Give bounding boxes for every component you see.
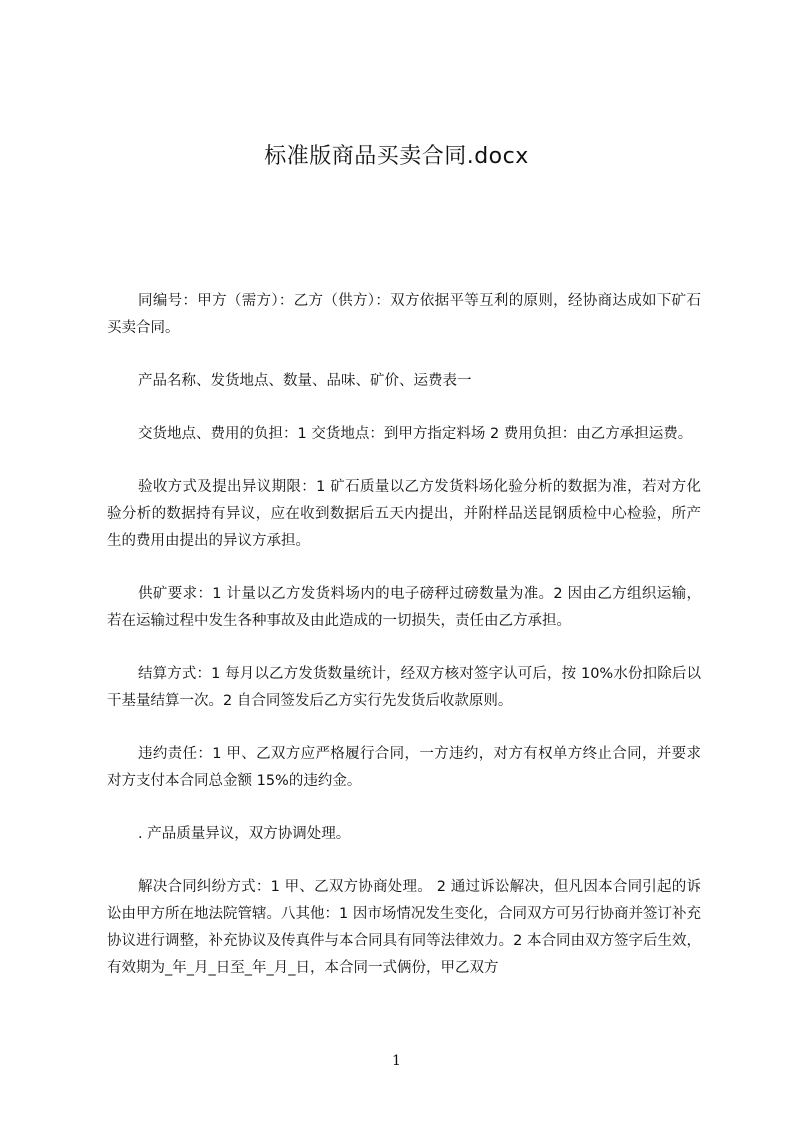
paragraph-acceptance: 验收方式及提出异议期限：1 矿石质量以乙方发货料场化验分析的数据为准，若对方化验分析的数据持有异议，应在收到数据后五天内提出，并附样品送昆钢质检中心检验，所产生的费用由提出的异议方承担。: [107, 479, 701, 549]
page-number: 1: [392, 1053, 401, 1069]
paragraph-delivery: 交货地点、费用的负担：1 交货地点：到甲方指定料场 2 费用负担：由乙方承担运费。: [138, 426, 693, 442]
paragraph-settlement: 结算方式：1 每月以乙方发货数量统计，经双方核对签字认可后，按 10%水份扣除后以干基量结算一次。2 自合同签发后乙方实行先发货后收款原则。: [107, 666, 701, 709]
paragraph-quality-dispute: . 产品质量异议，双方协调处理。: [138, 826, 351, 842]
paragraph-product-table: 产品名称、发货地点、数量、品味、矿价、运费表一: [138, 373, 472, 389]
document-title: 标准版商品买卖合同.docx: [264, 144, 529, 169]
document-body: [107, 288, 701, 1008]
paragraph-dispute-resolution: 解决合同纠纷方式：1 甲、乙双方协商处理。 2 通过诉讼解决，但凡因本合同引起的诉讼由甲方所在地法院管辖。八其他：1 因市场情况发生变化，合同双方可另行协商并签订补充协议进行调整，补充协议及传真件与本合同具有同等法律效力。2 本合同由双方签字后生效，有效期为_年_月_日至_年_月_日，本合同一式俩份，甲乙双方: [107, 879, 701, 976]
paragraph-breach: 违约责任：1 甲、乙双方应严格履行合同，一方违约，对方有权单方终止合同，并要求对方支付本合同总金额 15%的违约金。: [107, 746, 701, 789]
paragraph-supply-requirements: 供矿要求：1 计量以乙方发货料场内的电子磅秤过磅数量为准。2 因由乙方组织运输，若在运输过程中发生各种事故及由此造成的一切损失，责任由乙方承担。: [107, 586, 701, 629]
paragraph-contract-number: 同编号：甲方（需方）：乙方（供方）：双方依据平等互利的原则，经协商达成如下矿石买卖合同。: [107, 293, 701, 336]
